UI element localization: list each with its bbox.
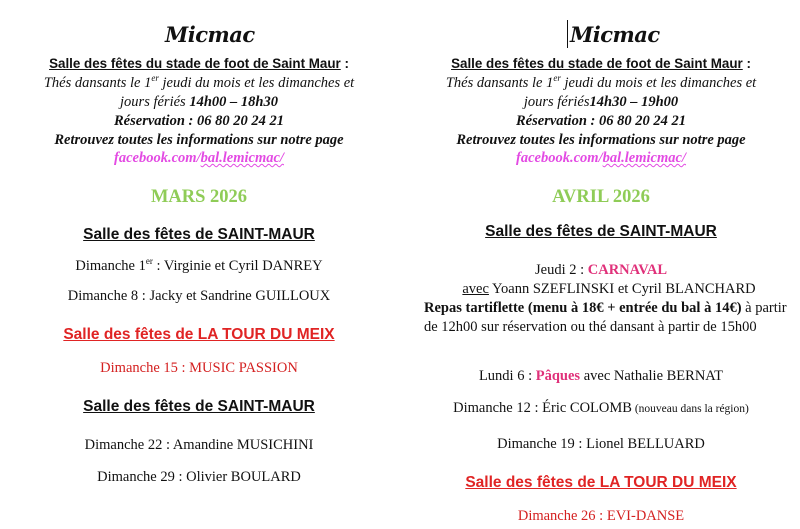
micmac-logo: Micmac (570, 22, 660, 47)
hall-title: Salle des fêtes de LA TOUR DU MEIX (465, 474, 737, 491)
hours-line-2 (402, 94, 800, 111)
event-row: Dimanche 29 : Olivier BOULARD (97, 469, 301, 485)
right-flyer (402, 0, 800, 529)
facebook-link-domain: facebook.com/ (516, 150, 603, 166)
hall-title: Salle des fêtes de SAINT-MAUR (83, 226, 315, 243)
event-text: Dimanche 12 : Éric COLOMB (453, 400, 632, 416)
event-artist: : Virginie et Cyril DANREY (152, 258, 323, 274)
event-row (402, 400, 800, 417)
reservation-line: Réservation : 06 80 20 24 21 (516, 113, 686, 129)
micmac-logo: Micmac (165, 22, 255, 47)
event-row: Dimanche 15 : MUSIC PASSION (100, 360, 298, 376)
event-row: Dimanche 26 : EVI-DANSE (517, 508, 685, 524)
event-jeudi (402, 262, 800, 279)
event-row: Dimanche 19 : Lionel BELLUARD (497, 436, 705, 452)
venue-colon: : (340, 56, 349, 71)
venue-line (402, 56, 800, 71)
hours-time: 14h00 – 18h30 (189, 94, 278, 110)
reservation-line: Réservation : 06 80 20 24 21 (114, 113, 284, 129)
event-sup: er (145, 256, 153, 267)
event-row: Dimanche 22 : Amandine MUSICHINI (84, 437, 314, 453)
avec-word: avec (462, 281, 489, 297)
event-lundi (402, 368, 800, 385)
venue-line (0, 56, 398, 71)
hours-text: Thés dansants le 1 (43, 75, 152, 91)
hours-line-2 (0, 94, 398, 111)
hours-sup: er (553, 73, 561, 84)
venue-name: Salle des fêtes du stade de foot de Saint Maur (451, 56, 743, 71)
event-artists (424, 280, 794, 299)
section-hall-3 (0, 398, 398, 416)
month-title: MARS 2026 (150, 187, 248, 207)
event-row: Dimanche 8 : Jacky et Sandrine GUILLOUX (67, 288, 331, 304)
facebook-link[interactable] (402, 150, 800, 167)
event-highlight: CARNAVAL (587, 262, 667, 278)
event-highlight: Pâques (535, 368, 581, 384)
hours-days: jours fériés (120, 94, 190, 110)
info-line: Retrouvez toutes les informations sur notre page (54, 132, 344, 148)
hours-time: 14h30 – 19h00 (589, 94, 679, 110)
event-day: Jeudi 2 : (535, 262, 588, 278)
hours-text-rest: jeudi du mois et les dimanches et (560, 75, 757, 91)
section-hall-1 (402, 223, 800, 241)
facebook-link-domain: facebook.com/ (114, 150, 201, 166)
text-cursor (567, 20, 568, 48)
section-hall-2 (0, 326, 398, 344)
event-jeudi-details (424, 280, 794, 337)
event-meal (424, 299, 794, 337)
section-hall-1 (0, 226, 398, 244)
facebook-link[interactable] (0, 150, 398, 167)
hours-line-1 (402, 75, 800, 92)
hours-line-1 (0, 75, 398, 92)
hall-title: Salle des fêtes de SAINT-MAUR (83, 398, 315, 415)
month-title: AVRIL 2026 (552, 187, 650, 207)
section-hall-2 (402, 474, 800, 492)
meal-detail: à partir de 12h00 sur réservation ou thé dansant à partir de 15h00 (424, 300, 787, 335)
hall-title: Salle des fêtes de LA TOUR DU MEIX (63, 326, 335, 343)
venue-name: Salle des fêtes du stade de foot de Saint Maur (49, 56, 341, 71)
info-line: Retrouvez toutes les informations sur notre page (456, 132, 746, 148)
event-row (0, 258, 398, 275)
event-day: Lundi 6 : (478, 368, 536, 384)
artists-text: Yoann SZEFLINSKI et Cyril BLANCHARD (488, 281, 756, 297)
hours-days: jours fériés (523, 94, 590, 110)
facebook-link-path: bal.lemicmac/ (200, 150, 284, 166)
hours-text-rest: jeudi du mois et les dimanches et (158, 75, 355, 91)
hours-text: Thés dansants le 1 (445, 75, 554, 91)
event-note: (nouveau dans la région) (631, 403, 749, 415)
venue-colon: : (742, 56, 751, 71)
event-artist: avec Nathalie BERNAT (580, 368, 724, 384)
event-day: Dimanche 1 (75, 258, 146, 274)
hours-sup: er (151, 73, 159, 84)
hall-title: Salle des fêtes de SAINT-MAUR (485, 223, 717, 240)
meal-title: Repas tartiflette (menu à 18€ + entrée du bal à 14€) (424, 300, 742, 316)
left-flyer (0, 0, 398, 529)
facebook-link-path: bal.lemicmac/ (602, 150, 686, 166)
